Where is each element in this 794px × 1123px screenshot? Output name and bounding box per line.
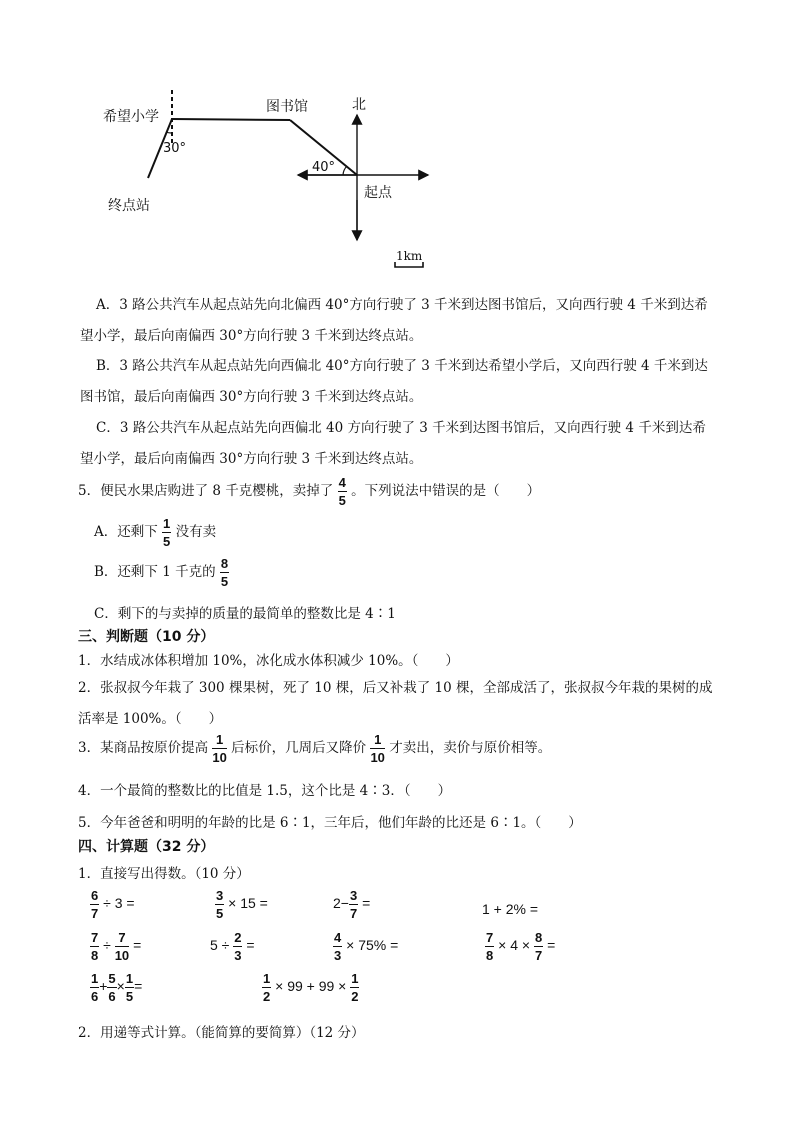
expr-1 xyxy=(90,889,135,920)
q4-option-b-line1: B．3 路公共汽车从起点站先向西偏北 40°方向行驶了 3 千米到达希望小学后，又向西行驶 4 千米到达 xyxy=(96,358,708,374)
expr-6-pre: 5 ÷ xyxy=(210,937,230,954)
label-terminal: 终点站 xyxy=(108,198,150,214)
fraction: $\frac{3}{5}$ xyxy=(216,888,224,921)
expr-8 xyxy=(485,931,555,962)
expr-7 xyxy=(333,931,398,962)
q5-stem-end: 。下列说法中错误的是（ ） xyxy=(351,483,541,499)
judge-3-end: 才卖出，卖价与原价相等。 xyxy=(389,740,552,756)
judge-2-line2: 活率是 100%。（ ） xyxy=(78,711,223,727)
label-angle-40: 40° xyxy=(312,160,336,175)
expr-9-rest: = xyxy=(134,978,143,995)
label-school: 希望小学 xyxy=(103,109,159,125)
judge-2-line1: 2．张叔叔今年栽了 300 棵果树，死了 10 棵，后又补栽了 10 棵，全部成活了，张叔叔今年栽的果树的成 xyxy=(78,680,713,696)
fraction: $\frac{1}{5}$ xyxy=(163,516,171,549)
fraction: $\frac{2}{3}$ xyxy=(234,930,242,963)
fraction: $\frac{4}{5}$ xyxy=(338,475,346,508)
expr-4: 1 + 2% = xyxy=(482,901,539,917)
expr-8-rest: = xyxy=(547,937,556,954)
q4-option-c-line1: C．3 路公共汽车从起点站先向西偏北 40 方向行驶了 3 千米到达图书馆后，又向西行驶 4 千米到达希 xyxy=(96,420,706,436)
fraction: $\frac{5}{6}$ xyxy=(108,971,116,1004)
q5-option-a xyxy=(94,517,216,548)
expr-6-rest: = xyxy=(246,937,255,954)
route-school-library xyxy=(172,119,290,120)
section4-title: 四、计算题（32 分） xyxy=(78,839,215,855)
expr-5-op: ÷ xyxy=(103,937,111,954)
q4-option-b-line2: 图书馆，最后向南偏西 30°方向行驶 3 千米到达终点站。 xyxy=(80,389,423,405)
expr-3 xyxy=(333,889,370,920)
calc-q2: 2．用递等式计算。（能简算的要简算）（12 分） xyxy=(78,1025,365,1041)
calc-q1: 1．直接写出得数。（10 分） xyxy=(78,866,250,882)
q5-option-a-end: 没有卖 xyxy=(175,524,217,540)
fraction: $\frac{1}{2}$ xyxy=(351,971,359,1004)
fraction: $\frac{7}{8}$ xyxy=(486,930,494,963)
q5-option-c: C．剩下的与卖掉的质量的最简单的整数比是 4∶1 xyxy=(94,606,396,622)
expr-2-rest: × 15 = xyxy=(228,895,268,912)
label-start: 起点 xyxy=(364,185,392,201)
expr-7-rest: × 75% = xyxy=(346,937,399,954)
expr-6 xyxy=(210,931,255,962)
q4-option-c-line2: 望小学，最后向南偏西 30°方向行驶 3 千米到达终点站。 xyxy=(80,451,423,467)
expr-5-rest: = xyxy=(133,937,142,954)
label-scale: 1km xyxy=(396,249,423,263)
fraction: $\frac{1}{2}$ xyxy=(263,971,271,1004)
judge-1: 1．水结成冰体积增加 10%，冰化成水体积减少 10%。（ ） xyxy=(78,653,459,669)
expr-5 xyxy=(90,931,141,962)
q5-option-b xyxy=(94,557,229,588)
fraction: $\frac{8}{5}$ xyxy=(220,556,229,589)
judge-3-mid: 后标价，几周后又降价 xyxy=(231,740,367,756)
fraction: $\frac{1}{5}$ xyxy=(125,971,134,1004)
fraction: $\frac{6}{7}$ xyxy=(91,888,99,921)
q4-option-a-line2: 望小学，最后向南偏西 30°方向行驶 3 千米到达终点站。 xyxy=(80,328,423,344)
label-angle-30: 30° xyxy=(163,141,187,156)
label-north: 北 xyxy=(352,97,366,113)
judge-5: 5．今年爸爸和明明的年龄的比是 6∶1，三年后，他们年龄的比还是 6∶1。（ ） xyxy=(78,815,582,831)
section3-title: 三、判断题（10 分） xyxy=(78,629,215,645)
q5-stem xyxy=(78,476,540,507)
expr-10 xyxy=(262,972,359,1003)
q5-option-b-text: B．还剩下 1 千克的 xyxy=(94,564,216,580)
expr-1-rest: ÷ 3 = xyxy=(103,895,135,912)
fraction: $\frac{3}{7}$ xyxy=(349,888,358,921)
expr-2 xyxy=(215,889,268,920)
expr-9 xyxy=(90,972,142,1003)
expr-3-pre: 2− xyxy=(333,895,349,912)
expr-3-rest: = xyxy=(362,895,371,912)
expr-10-mid: × 99 + 99 × xyxy=(275,978,347,995)
expr-9-op2: × xyxy=(116,978,125,995)
expr-9-op1: + xyxy=(99,978,108,995)
judge-3-text: 3．某商品按原价提高 xyxy=(78,740,209,756)
fraction: $\frac{1}{10}$ xyxy=(370,732,385,765)
angle-arc-40 xyxy=(343,166,347,175)
expr-8-mid: × 4 × xyxy=(498,937,531,954)
q5-option-a-text: A．还剩下 xyxy=(94,524,158,540)
judge-3 xyxy=(78,733,551,764)
fraction: $\frac{1}{6}$ xyxy=(91,971,99,1004)
fraction: $\frac{8}{7}$ xyxy=(534,930,543,963)
fraction: $\frac{1}{10}$ xyxy=(212,732,227,765)
q5-stem-text: 5．便民水果店购进了 8 千克樱桃，卖掉了 xyxy=(78,483,334,499)
fraction: $\frac{7}{8}$ xyxy=(91,930,99,963)
fraction: $\frac{7}{10}$ xyxy=(114,930,130,963)
q4-option-a-line1: A．3 路公共汽车从起点站先向北偏西 40°方向行驶了 3 千米到达图书馆后，又向西行驶 4 千米到达希 xyxy=(96,297,708,313)
judge-4: 4．一个最简的整数比的比值是 1.5，这个比是 4∶3．（ ） xyxy=(78,783,452,799)
label-library: 图书馆 xyxy=(266,99,308,115)
fraction: $\frac{4}{3}$ xyxy=(334,930,342,963)
